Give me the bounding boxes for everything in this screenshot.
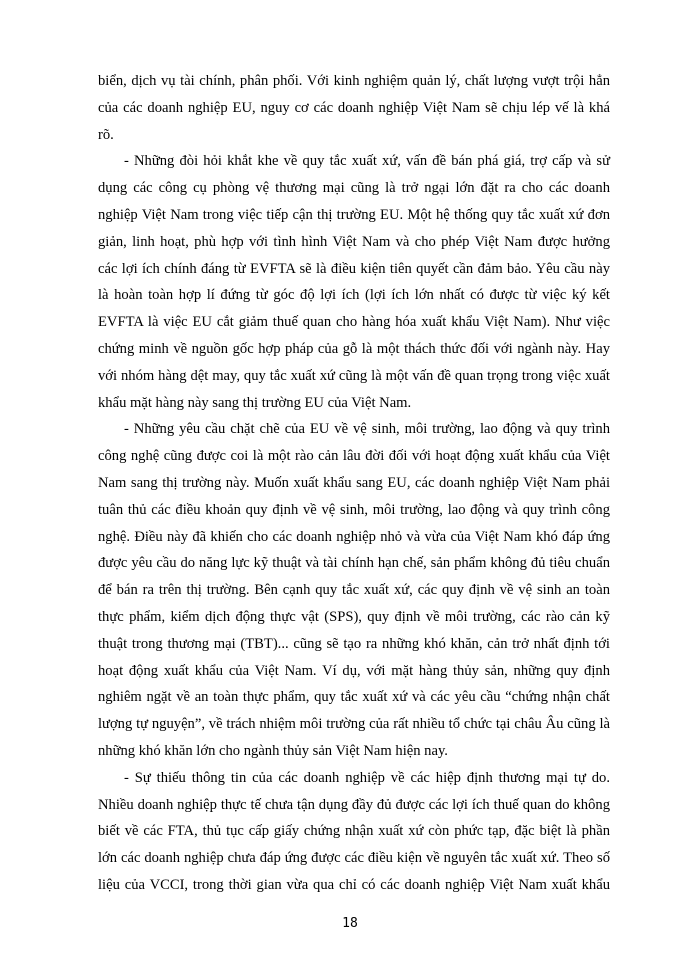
text-line: là hoàn toàn hợp lí đứng từ góc độ lợi ích (lợi ích lớn nhất có được từ việc ký kết [98,287,610,304]
text-line: biển, dịch vụ tài chính, phân phối. Với kinh nghiệm quản lý, chất lượng vượt trội hẳn [98,73,610,89]
body-text [98,68,610,899]
text-line: thuật trong thương mại (TBT)... cũng sẽ tạo ra những khó khăn, cản trở nhất định tới [98,635,610,652]
text-line: chứng minh về nguồn gốc hợp pháp của gỗ là một thách thức đối với ngành này. Hay [98,340,610,357]
text-line: rõ. [98,126,114,143]
text-line: công nghệ cũng được coi là một rào cản lâu đời đối với hoạt động xuất khẩu của Việt [98,448,610,465]
text-line: EVFTA là việc EU cắt giảm thuế quan cho hàng hóa xuất khẩu Việt Nam). Như việc [98,314,610,331]
text-line: Nam sang thị trường này. Muốn xuất khẩu sang EU, các doanh nghiệp Việt Nam phải [98,474,610,491]
text-line: giản, linh hoạt, phù hợp với tình hình Việt Nam và cho phép Việt Nam được hưởng [98,233,610,250]
page-number: 18 [342,916,358,931]
text-line: được yêu cầu do năng lực kỹ thuật và tài chính hạn chế, sản phẩm không đủ tiêu chuẩn [98,555,610,572]
text-line: các lợi ích chính đáng từ EVFTA sẽ là điều kiện tiên quyết cần đảm bảo. Yêu cầu này [98,260,610,277]
text-line: - Những đòi hỏi khắt khe về quy tắc xuất xứ, vấn đề bán phá giá, trợ cấp và sử [124,153,610,170]
text-line: - Những yêu cầu chặt chẽ của EU về vệ sinh, môi trường, lao động và quy trình [124,421,610,438]
text-line: lượng tự nguyện”, về trách nhiệm môi trường của rất nhiều tổ chức tại châu Âu cũng là [98,716,610,733]
text-line: tuân thủ các điều khoản quy định về vệ sinh, môi trường, lao động và quy trình công [98,501,610,518]
text-line: Nhiều doanh nghiệp thực tế chưa tận dụng đầy đủ được các lợi ích thuế quan do không [98,796,610,813]
text-line: liệu của VCCI, trong thời gian vừa qua chỉ có các doanh nghiệp Việt Nam xuất khẩu [98,876,610,893]
text-line: nghiêm ngặt về an toàn thực phẩm, quy tắc xuất xứ và các yêu cầu “chứng nhận chất [98,689,610,706]
text-line: thực phẩm, kiểm dịch động thực vật (SPS), quy định về môi trường, các rào cản kỹ [98,608,610,625]
text-line: - Sự thiếu thông tin của các doanh nghiệp về các hiệp định thương mại tự do. [124,769,610,786]
text-line: dụng các công cụ phòng vệ thương mại cũng là trở ngại lớn đặt ra cho các doanh [98,180,610,197]
text-line: lớn các doanh nghiệp chưa đáp ứng được các điều kiện về nguyên tắc xuất xứ. Theo số [98,850,610,867]
text-line: nghệ. Điều này đã khiến cho các doanh nghiệp nhỏ và vừa của Việt Nam khó đáp ứng [98,528,610,545]
text-line: nghiệp Việt Nam trong việc tiếp cận thị trường EU. Một hệ thống quy tắc xuất xứ đơn [98,206,610,223]
text-line: khẩu mặt hàng này sang thị trường EU của Việt Nam. [98,394,412,411]
text-line: để bán ra trên thị trường. Bên cạnh quy tắc xuất xứ, các quy định về vệ sinh an toàn [98,582,610,599]
text-line: với nhóm hàng dệt may, quy tắc xuất xứ cũng là một vấn đề quan trọng trong việc xuất [98,367,610,384]
text-line: biết về các FTA, thủ tục cấp giấy chứng nhận xuất xứ còn phức tạp, đặc biệt là phần [98,823,610,840]
text-line: hoạt động xuất khẩu của Việt Nam. Ví dụ, với mặt hàng thủy sản, những quy định [98,662,610,679]
text-line: của các doanh nghiệp EU, nguy cơ các doanh nghiệp Việt Nam sẽ chịu lép vế là khá [98,99,610,116]
text-line: những khó khăn lớn cho ngành thủy sản Việt Nam hiện nay. [98,742,448,759]
